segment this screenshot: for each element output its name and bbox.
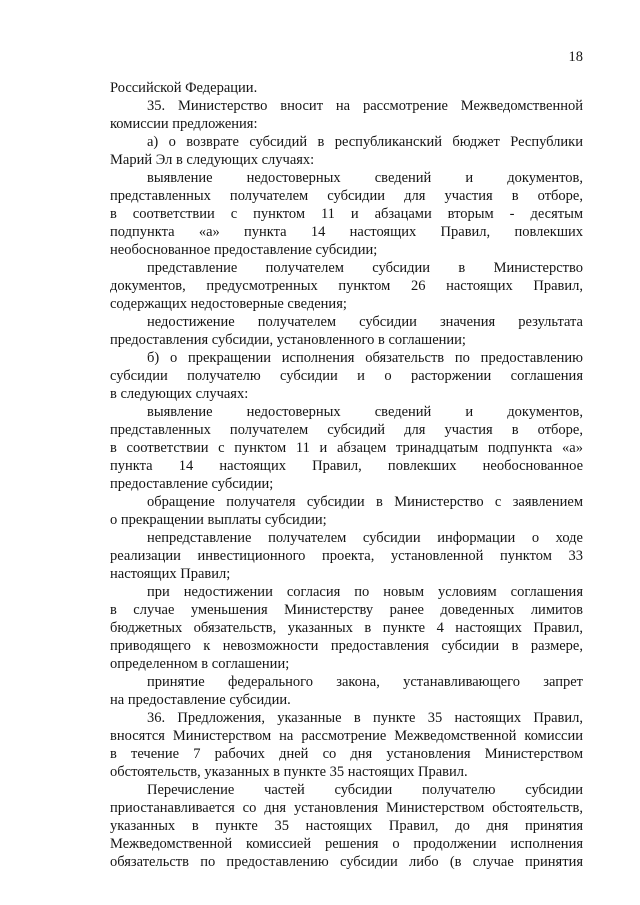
text-line: субсидии получателю субсидии и о расторжении соглашения: [110, 368, 583, 384]
text-line: на предоставление субсидии.: [110, 692, 291, 708]
case-item: [110, 493, 583, 529]
text-line: принятие федерального закона, устанавливающего запрет: [147, 674, 583, 690]
text-line: предоставление субсидии;: [110, 476, 274, 492]
text-line: содержащих недостоверные сведения;: [110, 296, 347, 312]
text-line: пункта 14 настоящих Правил, повлекших необоснованное: [110, 458, 583, 474]
text-line: в соответствии с пунктом 11 и абзацами вторым - десятым: [110, 206, 583, 222]
subparagraph-b: [110, 349, 583, 403]
text-line: выявление недостоверных сведений и документов,: [147, 170, 583, 186]
text-line: 35. Министерство вносит на рассмотрение Межведомственной: [147, 98, 583, 114]
text-line: в следующих случаях:: [110, 386, 249, 402]
text-line: подпункта «а» пункта 14 настоящих Правил, повлекших: [110, 224, 583, 240]
text-line: о прекращении выплаты субсидии;: [110, 512, 327, 528]
text-line: бюджетных обязательств, указанных в пункте 4 настоящих Правил,: [110, 620, 583, 636]
text-line: представленных получателем субсидии для участия в отборе,: [110, 188, 583, 204]
text-line: представленных получателем субсидий для участия в отборе,: [110, 422, 583, 438]
page-number: 18: [568, 49, 583, 65]
paragraph-35: [110, 97, 583, 133]
text-line: вносятся Министерством на рассмотрение Межведомственной комиссии: [110, 728, 583, 744]
text-line: приводящего к невозможности предоставления субсидии в размере,: [110, 638, 583, 654]
text-line: настоящих Правил;: [110, 566, 231, 582]
text-line: обращение получателя субсидии в Министерство с заявлением: [147, 494, 583, 510]
text-line: представление получателем субсидии в Министерство: [147, 260, 583, 276]
text-line: реализации инвестиционного проекта, установленной пунктом 33: [110, 548, 583, 564]
text-line: выявление недостоверных сведений и документов,: [147, 404, 583, 420]
case-item: [110, 583, 583, 673]
paragraph-transfer-suspension: [110, 781, 583, 871]
paragraph-continued-text: [110, 79, 583, 97]
text-line: при недостижении согласия по новым условиям соглашения: [147, 584, 583, 600]
subparagraph-a: [110, 133, 583, 169]
text-line: необоснованное предоставление субсидии;: [110, 242, 378, 258]
text-line: недостижение получателем субсидии значения результата: [147, 314, 583, 330]
text-line: 36. Предложения, указанные в пункте 35 настоящих Правил,: [147, 710, 583, 726]
text-line: предоставления субсидии, установленного в соглашении;: [110, 332, 466, 348]
text-line: Перечисление частей субсидии получателю субсидии: [147, 782, 583, 798]
text-line: в течение 7 рабочих дней со дня установления Министерством: [110, 746, 583, 762]
text-line: указанных в пункте 35 настоящих Правил, до дня принятия: [110, 818, 583, 834]
case-item: [110, 403, 583, 493]
text-line: Марий Эл в следующих случаях:: [110, 152, 315, 168]
text-line: в случае уменьшения Министерству ранее доведенных лимитов: [110, 602, 583, 618]
text-line: обязательств по предоставлению субсидии либо (в случае принятия: [110, 854, 583, 870]
case-item: [110, 169, 583, 259]
text-line: в соответствии с пунктом 11 и абзацем тринадцатым подпункта «а»: [110, 440, 583, 456]
text-line: а) о возврате субсидий в республиканский бюджет Республики: [147, 134, 583, 150]
case-item: [110, 259, 583, 313]
text-line: Межведомственной комиссией решения о продолжении исполнения: [110, 836, 583, 852]
case-item: [110, 313, 583, 349]
text-line: непредставление получателем субсидии информации о ходе: [147, 530, 583, 546]
text-line: документов, предусмотренных пунктом 26 настоящих Правил,: [110, 278, 583, 294]
case-item: [110, 529, 583, 583]
text-line: Российской Федерации.: [110, 80, 258, 96]
text-line: приостанавливается со дня установления Министерством обстоятельств,: [110, 800, 583, 816]
text-line: обстоятельств, указанных в пункте 35 настоящих Правил.: [110, 764, 468, 780]
text-line: комиссии предложения:: [110, 116, 258, 132]
text-line: определенном в соглашении;: [110, 656, 290, 672]
case-item: [110, 673, 583, 709]
paragraph-36: [110, 709, 583, 781]
text-line: б) о прекращении исполнения обязательств по предоставлению: [147, 350, 583, 366]
document-body: [110, 79, 583, 871]
